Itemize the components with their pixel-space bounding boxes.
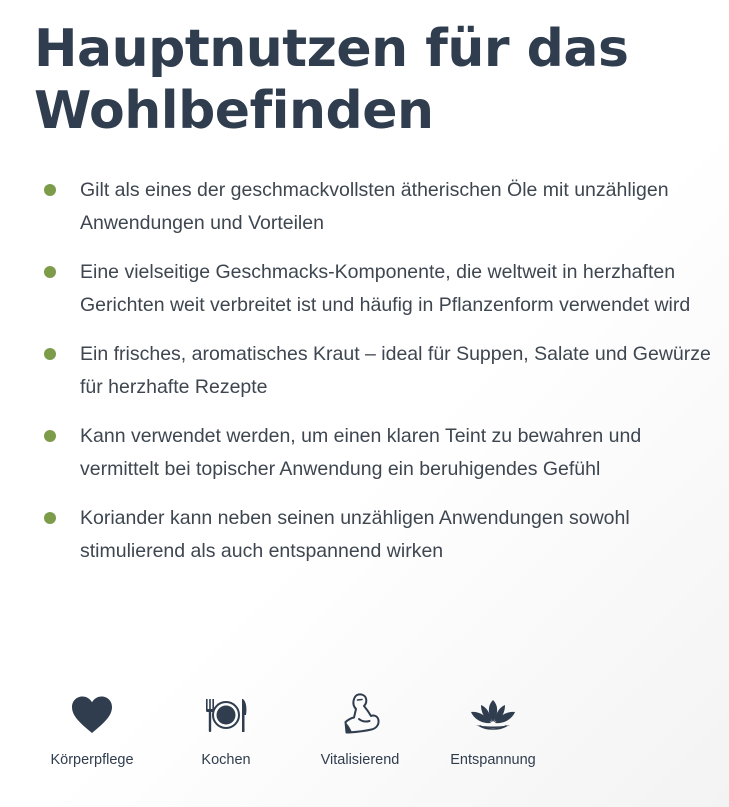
- bullet-dot-icon: [44, 430, 56, 442]
- usage-item-entspannung: [433, 690, 553, 768]
- bullet-dot-icon: [44, 348, 56, 360]
- benefit-text: Kann verwendet werden, um einen klaren Teint zu bewahren und vermittelt bei topischer Anwendung ein beruhigendes Gefühl: [80, 425, 642, 480]
- bullet-dot-icon: [44, 184, 56, 196]
- usage-item-kochen: [166, 690, 286, 768]
- flexed-arm-icon: [340, 692, 380, 738]
- usage-icons-row: [40, 690, 600, 780]
- benefit-item: [44, 502, 714, 567]
- bullet-dot-icon: [44, 512, 56, 524]
- usage-label: Vitalisierend: [320, 752, 400, 768]
- usage-item-vitalisierend: [300, 690, 420, 768]
- heart-icon: [70, 695, 114, 735]
- benefit-text: Eine vielseitige Geschmacks-Komponente, die weltweit in herzhaften Gerichten weit verbreitet ist und häufig in Pflanzenform verwendet wird: [80, 261, 691, 316]
- lotus-icon: [468, 698, 518, 732]
- plate-cutlery-icon: [203, 695, 249, 735]
- usage-label: Kochen: [201, 752, 251, 768]
- benefits-list: [44, 174, 714, 584]
- benefit-text: Ein frisches, aromatisches Kraut – ideal für Suppen, Salate und Gewürze für herzhafte Rezepte: [80, 343, 711, 398]
- benefit-item: [44, 256, 714, 321]
- page-title: Hauptnutzen für das Wohlbefinden: [34, 19, 629, 141]
- benefit-item: [44, 338, 714, 403]
- usage-label: Körperpflege: [50, 752, 134, 768]
- usage-label: Entspannung: [450, 752, 536, 768]
- benefit-item: [44, 420, 714, 485]
- usage-item-koerperpflege: [32, 690, 152, 768]
- benefit-text: Gilt als eines der geschmackvollsten ätherischen Öle mit unzähligen Anwendungen und Vorteilen: [80, 179, 669, 234]
- benefit-item: [44, 174, 714, 239]
- benefit-text: Koriander kann neben seinen unzähligen Anwendungen sowohl stimulierend als auch entspannend wirken: [80, 507, 630, 562]
- bullet-dot-icon: [44, 266, 56, 278]
